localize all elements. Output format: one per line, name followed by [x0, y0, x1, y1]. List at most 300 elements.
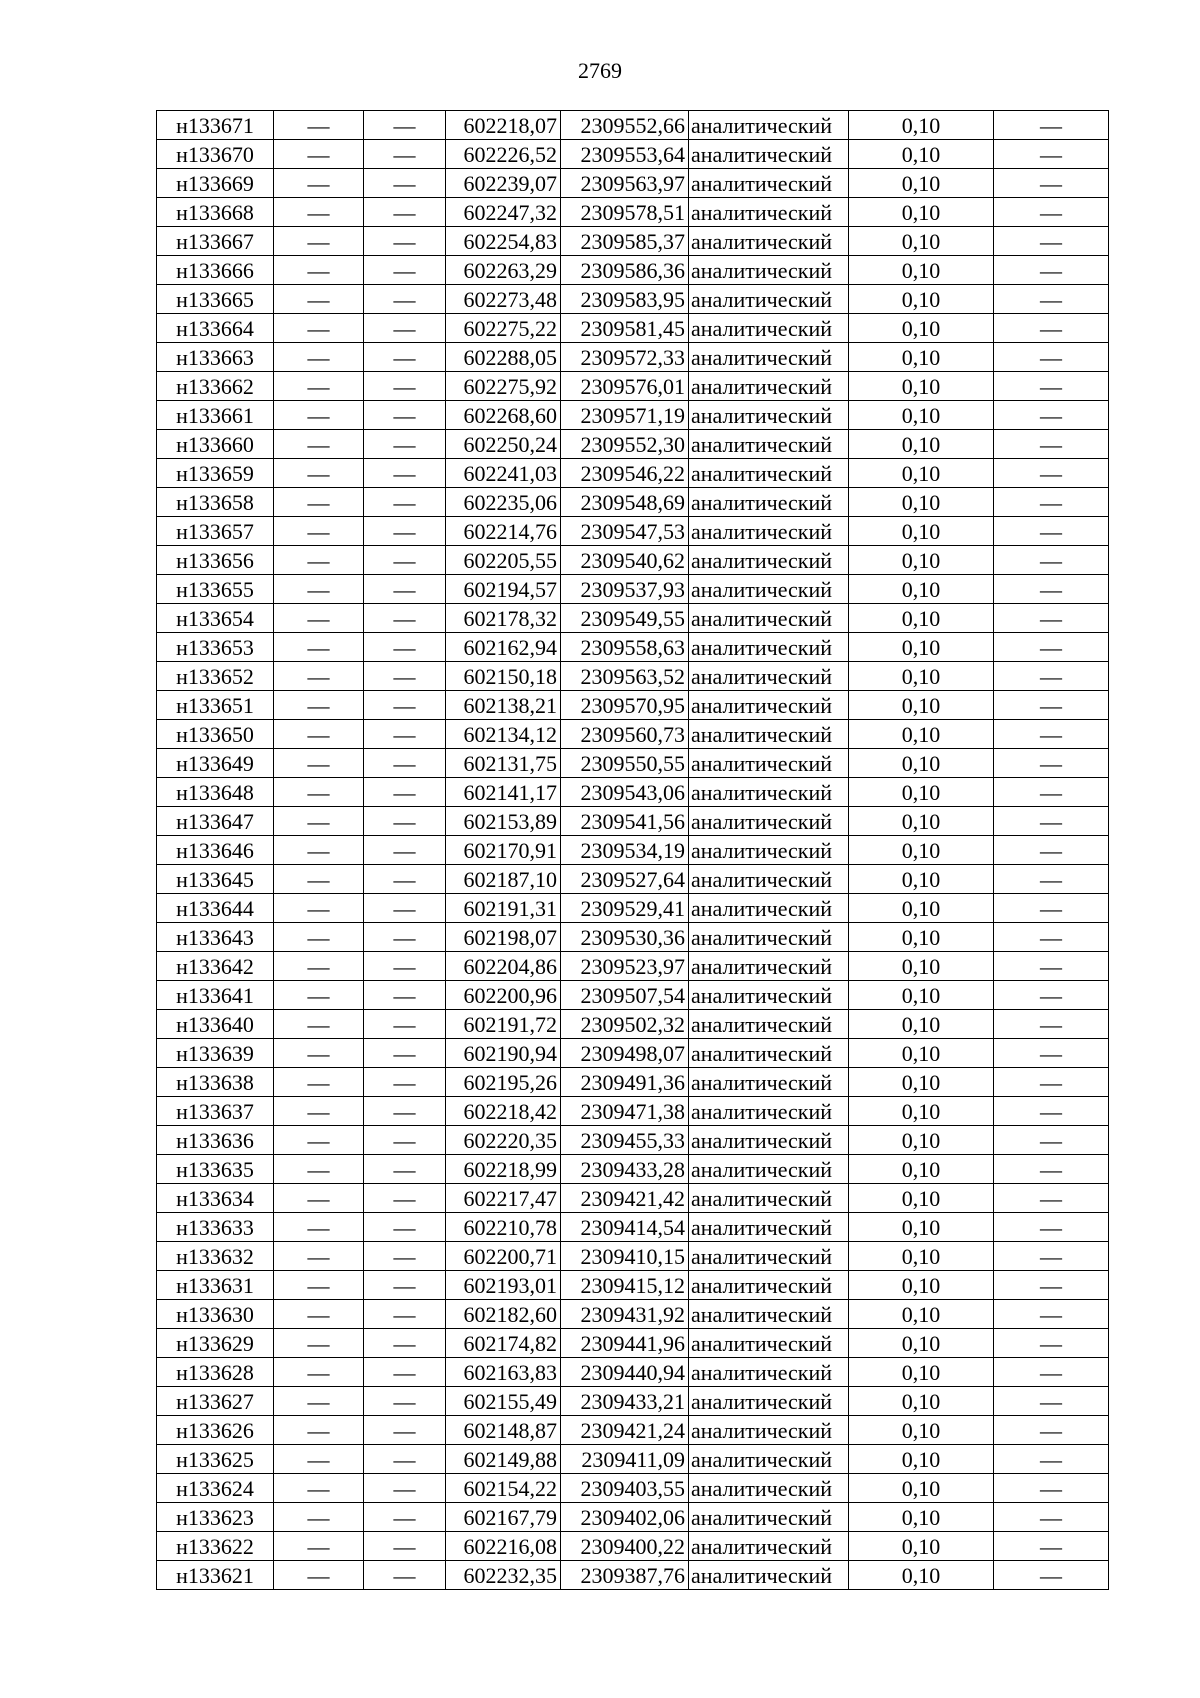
dash-cell: —: [994, 923, 1109, 952]
y-coordinate-cell: 2309498,07: [561, 1039, 689, 1068]
accuracy-cell: 0,10: [849, 749, 994, 778]
x-coordinate-cell: 602191,72: [446, 1010, 561, 1039]
accuracy-cell: 0,10: [849, 517, 994, 546]
x-coordinate-cell: 602198,07: [446, 923, 561, 952]
method-cell: аналитический: [689, 1271, 849, 1300]
accuracy-cell: 0,10: [849, 604, 994, 633]
dash-cell: —: [364, 517, 446, 546]
y-coordinate-cell: 2309570,95: [561, 691, 689, 720]
x-coordinate-cell: 602214,76: [446, 517, 561, 546]
dash-cell: —: [274, 1561, 364, 1590]
accuracy-cell: 0,10: [849, 169, 994, 198]
dash-cell: —: [274, 256, 364, 285]
table-row: [157, 1474, 1109, 1503]
table-row: [157, 1416, 1109, 1445]
dash-cell: —: [274, 1242, 364, 1271]
x-coordinate-cell: 602148,87: [446, 1416, 561, 1445]
table-row: [157, 1300, 1109, 1329]
y-coordinate-cell: 2309563,52: [561, 662, 689, 691]
point-id-cell: н133654: [157, 604, 274, 633]
method-cell: аналитический: [689, 401, 849, 430]
coordinates-table: [156, 110, 1109, 1590]
table-row: [157, 314, 1109, 343]
dash-cell: —: [994, 865, 1109, 894]
y-coordinate-cell: 2309552,30: [561, 430, 689, 459]
y-coordinate-cell: 2309431,92: [561, 1300, 689, 1329]
method-cell: аналитический: [689, 517, 849, 546]
point-id-cell: н133669: [157, 169, 274, 198]
y-coordinate-cell: 2309402,06: [561, 1503, 689, 1532]
dash-cell: —: [364, 1010, 446, 1039]
point-id-cell: н133624: [157, 1474, 274, 1503]
x-coordinate-cell: 602220,35: [446, 1126, 561, 1155]
method-cell: аналитический: [689, 343, 849, 372]
dash-cell: —: [274, 633, 364, 662]
method-cell: аналитический: [689, 1300, 849, 1329]
dash-cell: —: [364, 1300, 446, 1329]
y-coordinate-cell: 2309421,24: [561, 1416, 689, 1445]
dash-cell: —: [364, 1358, 446, 1387]
dash-cell: —: [994, 1445, 1109, 1474]
dash-cell: —: [364, 1213, 446, 1242]
table-row: [157, 807, 1109, 836]
dash-cell: —: [364, 488, 446, 517]
dash-cell: —: [274, 1358, 364, 1387]
table-row: [157, 749, 1109, 778]
x-coordinate-cell: 602149,88: [446, 1445, 561, 1474]
point-id-cell: н133659: [157, 459, 274, 488]
dash-cell: —: [364, 923, 446, 952]
point-id-cell: н133627: [157, 1387, 274, 1416]
x-coordinate-cell: 602153,89: [446, 807, 561, 836]
x-coordinate-cell: 602232,35: [446, 1561, 561, 1590]
x-coordinate-cell: 602263,29: [446, 256, 561, 285]
dash-cell: —: [364, 1184, 446, 1213]
dash-cell: —: [994, 314, 1109, 343]
method-cell: аналитический: [689, 952, 849, 981]
x-coordinate-cell: 602167,79: [446, 1503, 561, 1532]
table-row: [157, 923, 1109, 952]
x-coordinate-cell: 602195,26: [446, 1068, 561, 1097]
dash-cell: —: [994, 1155, 1109, 1184]
x-coordinate-cell: 602210,78: [446, 1213, 561, 1242]
x-coordinate-cell: 602190,94: [446, 1039, 561, 1068]
y-coordinate-cell: 2309411,09: [561, 1445, 689, 1474]
dash-cell: —: [364, 662, 446, 691]
method-cell: аналитический: [689, 575, 849, 604]
method-cell: аналитический: [689, 198, 849, 227]
dash-cell: —: [364, 343, 446, 372]
dash-cell: —: [364, 372, 446, 401]
point-id-cell: н133638: [157, 1068, 274, 1097]
accuracy-cell: 0,10: [849, 459, 994, 488]
point-id-cell: н133644: [157, 894, 274, 923]
method-cell: аналитический: [689, 720, 849, 749]
x-coordinate-cell: 602200,71: [446, 1242, 561, 1271]
accuracy-cell: 0,10: [849, 894, 994, 923]
dash-cell: —: [364, 1068, 446, 1097]
dash-cell: —: [274, 140, 364, 169]
dash-cell: —: [274, 285, 364, 314]
y-coordinate-cell: 2309550,55: [561, 749, 689, 778]
table-row: [157, 256, 1109, 285]
y-coordinate-cell: 2309441,96: [561, 1329, 689, 1358]
accuracy-cell: 0,10: [849, 923, 994, 952]
table-row: [157, 662, 1109, 691]
accuracy-cell: 0,10: [849, 778, 994, 807]
method-cell: аналитический: [689, 691, 849, 720]
dash-cell: —: [274, 1445, 364, 1474]
accuracy-cell: 0,10: [849, 1503, 994, 1532]
method-cell: аналитический: [689, 1532, 849, 1561]
point-id-cell: н133653: [157, 633, 274, 662]
point-id-cell: н133639: [157, 1039, 274, 1068]
dash-cell: —: [274, 1532, 364, 1561]
point-id-cell: н133655: [157, 575, 274, 604]
point-id-cell: н133661: [157, 401, 274, 430]
table-row: [157, 227, 1109, 256]
dash-cell: —: [274, 1329, 364, 1358]
point-id-cell: н133671: [157, 111, 274, 140]
dash-cell: —: [274, 865, 364, 894]
dash-cell: —: [994, 227, 1109, 256]
x-coordinate-cell: 602218,42: [446, 1097, 561, 1126]
point-id-cell: н133623: [157, 1503, 274, 1532]
accuracy-cell: 0,10: [849, 1474, 994, 1503]
dash-cell: —: [274, 923, 364, 952]
x-coordinate-cell: 602162,94: [446, 633, 561, 662]
dash-cell: —: [364, 459, 446, 488]
point-id-cell: н133648: [157, 778, 274, 807]
dash-cell: —: [274, 749, 364, 778]
dash-cell: —: [364, 1329, 446, 1358]
accuracy-cell: 0,10: [849, 1242, 994, 1271]
dash-cell: —: [994, 1358, 1109, 1387]
dash-cell: —: [994, 1561, 1109, 1590]
dash-cell: —: [364, 691, 446, 720]
x-coordinate-cell: 602241,03: [446, 459, 561, 488]
accuracy-cell: 0,10: [849, 1039, 994, 1068]
dash-cell: —: [274, 343, 364, 372]
accuracy-cell: 0,10: [849, 198, 994, 227]
accuracy-cell: 0,10: [849, 575, 994, 604]
dash-cell: —: [274, 1184, 364, 1213]
dash-cell: —: [274, 459, 364, 488]
dash-cell: —: [994, 981, 1109, 1010]
dash-cell: —: [274, 227, 364, 256]
table-row: [157, 1097, 1109, 1126]
dash-cell: —: [994, 1097, 1109, 1126]
point-id-cell: н133652: [157, 662, 274, 691]
dash-cell: —: [364, 140, 446, 169]
page-number: 2769: [578, 58, 622, 83]
y-coordinate-cell: 2309387,76: [561, 1561, 689, 1590]
y-coordinate-cell: 2309400,22: [561, 1532, 689, 1561]
table-row: [157, 1155, 1109, 1184]
method-cell: аналитический: [689, 604, 849, 633]
table-row: [157, 546, 1109, 575]
dash-cell: —: [994, 1474, 1109, 1503]
point-id-cell: н133666: [157, 256, 274, 285]
method-cell: аналитический: [689, 749, 849, 778]
method-cell: аналитический: [689, 865, 849, 894]
y-coordinate-cell: 2309455,33: [561, 1126, 689, 1155]
dash-cell: —: [274, 488, 364, 517]
dash-cell: —: [364, 198, 446, 227]
y-coordinate-cell: 2309523,97: [561, 952, 689, 981]
dash-cell: —: [364, 285, 446, 314]
point-id-cell: н133647: [157, 807, 274, 836]
dash-cell: —: [364, 227, 446, 256]
dash-cell: —: [274, 430, 364, 459]
x-coordinate-cell: 602170,91: [446, 836, 561, 865]
x-coordinate-cell: 602275,22: [446, 314, 561, 343]
table-body: [157, 111, 1109, 1590]
y-coordinate-cell: 2309410,15: [561, 1242, 689, 1271]
x-coordinate-cell: 602250,24: [446, 430, 561, 459]
table-row: [157, 169, 1109, 198]
y-coordinate-cell: 2309403,55: [561, 1474, 689, 1503]
dash-cell: —: [274, 1503, 364, 1532]
dash-cell: —: [364, 604, 446, 633]
table-row: [157, 372, 1109, 401]
dash-cell: —: [364, 981, 446, 1010]
table-row: [157, 952, 1109, 981]
accuracy-cell: 0,10: [849, 981, 994, 1010]
accuracy-cell: 0,10: [849, 1068, 994, 1097]
dash-cell: —: [994, 1271, 1109, 1300]
method-cell: аналитический: [689, 923, 849, 952]
y-coordinate-cell: 2309553,64: [561, 140, 689, 169]
y-coordinate-cell: 2309440,94: [561, 1358, 689, 1387]
accuracy-cell: 0,10: [849, 836, 994, 865]
point-id-cell: н133650: [157, 720, 274, 749]
dash-cell: —: [994, 952, 1109, 981]
x-coordinate-cell: 602200,96: [446, 981, 561, 1010]
x-coordinate-cell: 602134,12: [446, 720, 561, 749]
y-coordinate-cell: 2309529,41: [561, 894, 689, 923]
accuracy-cell: 0,10: [849, 140, 994, 169]
method-cell: аналитический: [689, 459, 849, 488]
accuracy-cell: 0,10: [849, 1561, 994, 1590]
y-coordinate-cell: 2309581,45: [561, 314, 689, 343]
dash-cell: —: [994, 285, 1109, 314]
accuracy-cell: 0,10: [849, 952, 994, 981]
method-cell: аналитический: [689, 894, 849, 923]
point-id-cell: н133634: [157, 1184, 274, 1213]
accuracy-cell: 0,10: [849, 256, 994, 285]
x-coordinate-cell: 602217,47: [446, 1184, 561, 1213]
table-row: [157, 981, 1109, 1010]
dash-cell: —: [364, 1039, 446, 1068]
accuracy-cell: 0,10: [849, 314, 994, 343]
dash-cell: —: [364, 430, 446, 459]
dash-cell: —: [364, 633, 446, 662]
table-row: [157, 1358, 1109, 1387]
dash-cell: —: [274, 778, 364, 807]
point-id-cell: н133664: [157, 314, 274, 343]
method-cell: аналитический: [689, 1242, 849, 1271]
table-row: [157, 1387, 1109, 1416]
table-row: [157, 285, 1109, 314]
x-coordinate-cell: 602247,32: [446, 198, 561, 227]
point-id-cell: н133651: [157, 691, 274, 720]
accuracy-cell: 0,10: [849, 1387, 994, 1416]
dash-cell: —: [364, 1474, 446, 1503]
dash-cell: —: [274, 1068, 364, 1097]
y-coordinate-cell: 2309433,28: [561, 1155, 689, 1184]
point-id-cell: н133622: [157, 1532, 274, 1561]
dash-cell: —: [364, 1387, 446, 1416]
dash-cell: —: [994, 169, 1109, 198]
y-coordinate-cell: 2309541,56: [561, 807, 689, 836]
accuracy-cell: 0,10: [849, 430, 994, 459]
accuracy-cell: 0,10: [849, 285, 994, 314]
dash-cell: —: [994, 1010, 1109, 1039]
y-coordinate-cell: 2309571,19: [561, 401, 689, 430]
x-coordinate-cell: 602216,08: [446, 1532, 561, 1561]
point-id-cell: н133630: [157, 1300, 274, 1329]
method-cell: аналитический: [689, 1503, 849, 1532]
method-cell: аналитический: [689, 836, 849, 865]
method-cell: аналитический: [689, 285, 849, 314]
x-coordinate-cell: 602131,75: [446, 749, 561, 778]
y-coordinate-cell: 2309471,38: [561, 1097, 689, 1126]
dash-cell: —: [994, 1039, 1109, 1068]
method-cell: аналитический: [689, 169, 849, 198]
accuracy-cell: 0,10: [849, 633, 994, 662]
table-row: [157, 1184, 1109, 1213]
dash-cell: —: [274, 517, 364, 546]
dash-cell: —: [994, 1242, 1109, 1271]
dash-cell: —: [364, 1155, 446, 1184]
x-coordinate-cell: 602288,05: [446, 343, 561, 372]
dash-cell: —: [274, 691, 364, 720]
table-row: [157, 633, 1109, 662]
point-id-cell: н133662: [157, 372, 274, 401]
method-cell: аналитический: [689, 314, 849, 343]
table-row: [157, 1445, 1109, 1474]
method-cell: аналитический: [689, 488, 849, 517]
dash-cell: —: [994, 1387, 1109, 1416]
table-row: [157, 1010, 1109, 1039]
dash-cell: —: [274, 546, 364, 575]
table-row: [157, 1561, 1109, 1590]
dash-cell: —: [274, 1271, 364, 1300]
x-coordinate-cell: 602138,21: [446, 691, 561, 720]
y-coordinate-cell: 2309585,37: [561, 227, 689, 256]
x-coordinate-cell: 602204,86: [446, 952, 561, 981]
accuracy-cell: 0,10: [849, 807, 994, 836]
dash-cell: —: [994, 1503, 1109, 1532]
x-coordinate-cell: 602194,57: [446, 575, 561, 604]
dash-cell: —: [274, 1155, 364, 1184]
y-coordinate-cell: 2309421,42: [561, 1184, 689, 1213]
x-coordinate-cell: 602178,32: [446, 604, 561, 633]
table-row: [157, 198, 1109, 227]
dash-cell: —: [364, 575, 446, 604]
point-id-cell: н133667: [157, 227, 274, 256]
dash-cell: —: [274, 807, 364, 836]
method-cell: аналитический: [689, 1155, 849, 1184]
x-coordinate-cell: 602205,55: [446, 546, 561, 575]
method-cell: аналитический: [689, 1213, 849, 1242]
y-coordinate-cell: 2309558,63: [561, 633, 689, 662]
y-coordinate-cell: 2309560,73: [561, 720, 689, 749]
dash-cell: —: [994, 140, 1109, 169]
dash-cell: —: [274, 1387, 364, 1416]
method-cell: аналитический: [689, 1184, 849, 1213]
method-cell: аналитический: [689, 1039, 849, 1068]
method-cell: аналитический: [689, 1445, 849, 1474]
method-cell: аналитический: [689, 256, 849, 285]
dash-cell: —: [364, 314, 446, 343]
table-row: [157, 111, 1109, 140]
x-coordinate-cell: 602218,07: [446, 111, 561, 140]
y-coordinate-cell: 2309530,36: [561, 923, 689, 952]
point-id-cell: н133628: [157, 1358, 274, 1387]
dash-cell: —: [274, 1039, 364, 1068]
dash-cell: —: [274, 1010, 364, 1039]
accuracy-cell: 0,10: [849, 401, 994, 430]
dash-cell: —: [274, 894, 364, 923]
dash-cell: —: [994, 343, 1109, 372]
table-row: [157, 1242, 1109, 1271]
accuracy-cell: 0,10: [849, 1155, 994, 1184]
point-id-cell: н133649: [157, 749, 274, 778]
dash-cell: —: [994, 517, 1109, 546]
point-id-cell: н133626: [157, 1416, 274, 1445]
point-id-cell: н133640: [157, 1010, 274, 1039]
table-row: [157, 1039, 1109, 1068]
y-coordinate-cell: 2309578,51: [561, 198, 689, 227]
method-cell: аналитический: [689, 111, 849, 140]
x-coordinate-cell: 602150,18: [446, 662, 561, 691]
accuracy-cell: 0,10: [849, 372, 994, 401]
dash-cell: —: [364, 111, 446, 140]
y-coordinate-cell: 2309583,95: [561, 285, 689, 314]
method-cell: аналитический: [689, 662, 849, 691]
table-row: [157, 488, 1109, 517]
point-id-cell: н133670: [157, 140, 274, 169]
x-coordinate-cell: 602155,49: [446, 1387, 561, 1416]
dash-cell: —: [364, 952, 446, 981]
dash-cell: —: [274, 575, 364, 604]
table-row: [157, 517, 1109, 546]
accuracy-cell: 0,10: [849, 1416, 994, 1445]
dash-cell: —: [274, 111, 364, 140]
dash-cell: —: [994, 604, 1109, 633]
x-coordinate-cell: 602182,60: [446, 1300, 561, 1329]
y-coordinate-cell: 2309527,64: [561, 865, 689, 894]
dash-cell: —: [274, 604, 364, 633]
accuracy-cell: 0,10: [849, 343, 994, 372]
dash-cell: —: [364, 1416, 446, 1445]
x-coordinate-cell: 602141,17: [446, 778, 561, 807]
table-row: [157, 401, 1109, 430]
x-coordinate-cell: 602218,99: [446, 1155, 561, 1184]
dash-cell: —: [994, 111, 1109, 140]
accuracy-cell: 0,10: [849, 691, 994, 720]
dash-cell: —: [274, 372, 364, 401]
point-id-cell: н133629: [157, 1329, 274, 1358]
point-id-cell: н133633: [157, 1213, 274, 1242]
y-coordinate-cell: 2309491,36: [561, 1068, 689, 1097]
x-coordinate-cell: 602163,83: [446, 1358, 561, 1387]
accuracy-cell: 0,10: [849, 227, 994, 256]
y-coordinate-cell: 2309549,55: [561, 604, 689, 633]
point-id-cell: н133632: [157, 1242, 274, 1271]
